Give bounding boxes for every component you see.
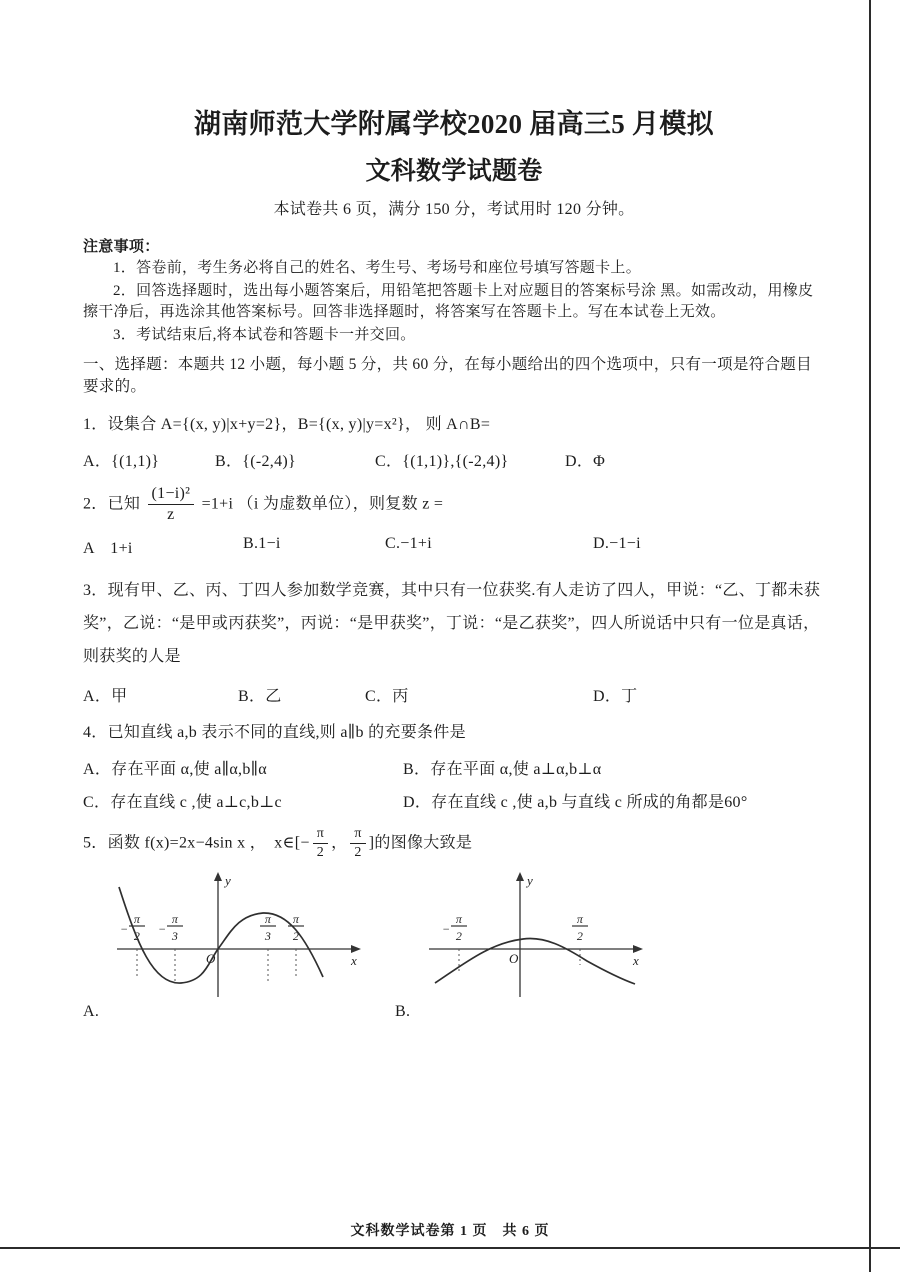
tick-label-pi-3 (260, 912, 276, 943)
question-4-options-row-2 (83, 789, 825, 812)
q5-fraction-2-denominator: 2 (354, 844, 362, 860)
q2-suffix: =1+i （i 为虚数单位），则复数 z = (201, 495, 444, 513)
option-a: A 1+i (83, 539, 133, 557)
svg-text:−: − (120, 921, 129, 936)
option-b: B．{(-2,4)} (215, 453, 297, 470)
q5-fraction-1-denominator: 2 (316, 844, 325, 860)
q2-fraction-denominator: z (167, 506, 175, 524)
x-axis-arrow-icon (351, 945, 361, 953)
option-b: B.1−i (243, 534, 281, 552)
q5-fraction-2 (350, 826, 365, 861)
option-c: C．存在直线 c ,使 a⊥c,b⊥c (83, 793, 282, 811)
option-d: D．Φ (565, 453, 606, 470)
graph-a-label: A. (83, 1002, 100, 1020)
y-axis-arrow-icon (214, 872, 222, 881)
question-3-options (83, 683, 825, 706)
q5-fraction-1 (313, 826, 328, 861)
y-axis-arrow-icon (516, 872, 524, 881)
scan-line-vertical (869, 0, 871, 1272)
question-4-stem: 4．已知直线 a,b 表示不同的直线,则 a∥b 的充要条件是 (83, 723, 466, 741)
question-2-options (83, 535, 825, 558)
graph-option-a (113, 871, 363, 1001)
x-axis-arrow-icon (633, 945, 643, 953)
option-d: D．存在直线 c ,使 a,b 与直线 c 所成的角都是60° (403, 793, 748, 811)
section-1-heading: 一、选择题：本题共 12 小题，每小题 5 分，共 60 分，在每小题给出的四个选项中，只有一项是符合题目要求的。 (83, 356, 812, 395)
question-1-stem: 1．设集合 A={(x, y)|x+y=2}，B={(x, y)|y=x²}， 则 A∩B= (83, 416, 491, 433)
question-4-options-row-1 (83, 756, 825, 779)
q5-suffix: ]的图像大致是 (368, 834, 473, 852)
question-5-stem (83, 826, 825, 861)
question-5-graphs (113, 871, 825, 1001)
svg-text:−: − (158, 921, 167, 936)
paper-meta-line: 本试卷共 6 页，满分 150 分，考试用时 120 分钟。 (273, 201, 635, 218)
tick-label-pi-2 (572, 912, 588, 943)
q5-fraction-2-numerator: π (350, 826, 365, 844)
function-curve (435, 938, 635, 983)
option-a: A．存在平面 α,使 a∥α,b∥α (83, 760, 267, 778)
q5-prefix: 5．函数 f(x)=2x−4sin x ， x∈[− (83, 834, 310, 852)
option-c: C.−1+i (385, 534, 432, 552)
notice-item-1: 1．答卷前，考生务必将自己的姓名、考生号、考场号和座位号填写答题卡上。 (113, 260, 642, 276)
notice-item-2: 2．回答选择题时，选出每小题答案后，用铅笔把答题卡上对应题目的答案标号涂 黑。如需改动，用橡皮擦干净后，再选涂其他答案标号。回答非选择题时，将答案写在答题卡上。写在本试卷上无效。 (83, 283, 814, 320)
x-axis-label: x (633, 952, 640, 968)
option-b: B．乙 (238, 687, 282, 705)
option-a: A．{(1,1)} (83, 453, 160, 470)
origin-label: O (206, 950, 216, 966)
option-d: D.−1−i (593, 534, 641, 552)
page-footer: 文科数学试卷第 1 页 共 6 页 (350, 1224, 550, 1239)
notice-item-3: 3．考试结束后,将本试卷和答题卡一并交回。 (113, 327, 416, 343)
svg-text:π: π (576, 911, 584, 926)
svg-text:2: 2 (292, 928, 300, 943)
paper-title: 湖南师范大学附属学校2020 届高三5 月模拟 (194, 109, 714, 139)
question-1-options (83, 448, 825, 471)
paper-subtitle: 文科数学试题卷 (365, 158, 543, 185)
svg-text:3: 3 (264, 928, 272, 943)
q5-fraction-1-numerator: π (313, 826, 328, 844)
scan-line-horizontal (0, 1247, 900, 1249)
option-c: C．丙 (365, 687, 409, 705)
svg-text:π: π (171, 911, 179, 926)
option-d: D．丁 (593, 687, 638, 705)
svg-text:2: 2 (133, 928, 141, 943)
graph-option-b (425, 871, 650, 1001)
paper-content (83, 102, 825, 1021)
svg-text:2: 2 (455, 928, 463, 943)
question-3-stem: 3．现有甲、乙、丙、丁四人参加数学竞赛，其中只有一位获奖.有人走访了四人，甲说：“乙、丁都未获奖”，乙说：“是甲或丙获奖”，丙说：“是甲获奖”，丁说：“是乙获奖”，四人所说话中只有一位是真话，则获奖的人是 (83, 581, 821, 665)
origin-label: O (509, 950, 519, 966)
q2-fraction-numerator: (1−i)² (148, 485, 195, 505)
svg-text:π: π (292, 911, 300, 926)
q5-comma: ， (331, 834, 348, 852)
tick-label-neg-pi-2 (442, 912, 467, 943)
svg-text:π: π (455, 911, 463, 926)
q2-prefix: 2．已知 (83, 495, 141, 513)
svg-text:−: − (442, 921, 451, 936)
q2-fraction (148, 485, 195, 525)
notice-heading: 注意事项： (83, 239, 160, 255)
svg-text:2: 2 (576, 928, 584, 943)
y-axis-label: y (527, 872, 534, 888)
x-axis-label: x (351, 952, 358, 968)
tick-label-neg-pi-3 (158, 912, 183, 943)
svg-text:π: π (133, 911, 141, 926)
graph-answer-labels (83, 1003, 825, 1021)
question-2-stem (83, 485, 825, 525)
option-b: B．存在平面 α,使 a⊥α,b⊥α (403, 760, 602, 778)
option-a: A．甲 (83, 687, 128, 705)
svg-text:π: π (264, 911, 272, 926)
graph-b-label: B. (395, 1002, 411, 1020)
svg-text:3: 3 (171, 928, 179, 943)
option-c: C．{(1,1)},{(-2,4)} (375, 453, 509, 470)
y-axis-label: y (225, 872, 232, 888)
